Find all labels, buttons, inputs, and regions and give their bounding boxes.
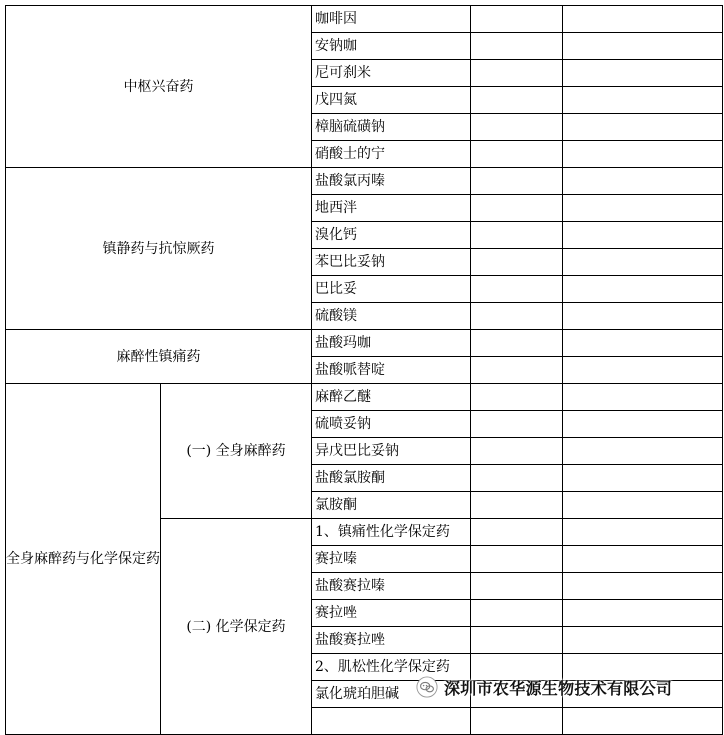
table-row: [6, 6, 723, 33]
empty-cell: [471, 249, 563, 276]
watermark: [416, 674, 716, 700]
drug-table: [5, 5, 723, 735]
empty-cell: [563, 330, 723, 357]
empty-cell: [312, 708, 471, 735]
drug-name-cell: 硝酸士的宁: [312, 141, 471, 168]
empty-cell: [471, 195, 563, 222]
table-row: [6, 168, 723, 195]
drug-name-cell: 赛拉嗪: [312, 546, 471, 573]
category-cell: 中枢兴奋药: [6, 6, 312, 168]
drug-name-cell: 咖啡因: [312, 6, 471, 33]
empty-cell: [471, 222, 563, 249]
empty-cell: [563, 519, 723, 546]
empty-cell: [471, 600, 563, 627]
empty-cell: [471, 6, 563, 33]
drug-name-cell: 尼可刹米: [312, 60, 471, 87]
empty-cell: [471, 492, 563, 519]
empty-cell: [563, 627, 723, 654]
empty-cell: [563, 168, 723, 195]
empty-cell: [563, 141, 723, 168]
drug-name-cell: 2、肌松性化学保定药: [312, 654, 471, 681]
empty-cell: [563, 6, 723, 33]
empty-cell: [471, 303, 563, 330]
empty-cell: [471, 330, 563, 357]
drug-name-cell: 盐酸氯丙嗪: [312, 168, 471, 195]
empty-cell: [471, 60, 563, 87]
wechat-logo-icon: [416, 676, 438, 698]
empty-cell: [563, 60, 723, 87]
category-cell: 全身麻醉药与化学保定药: [6, 384, 161, 735]
drug-name-cell: 1、镇痛性化学保定药: [312, 519, 471, 546]
empty-cell: [563, 249, 723, 276]
empty-cell: [563, 384, 723, 411]
empty-cell: [563, 87, 723, 114]
drug-name-cell: 盐酸赛拉唑: [312, 627, 471, 654]
category-cell: 麻醉性镇痛药: [6, 330, 312, 384]
table-row: [6, 330, 723, 357]
empty-cell: [563, 357, 723, 384]
empty-cell: [563, 600, 723, 627]
empty-cell: [563, 708, 723, 735]
empty-cell: [471, 465, 563, 492]
empty-cell: [471, 519, 563, 546]
drug-name-cell: 盐酸氯胺酮: [312, 465, 471, 492]
empty-cell: [563, 438, 723, 465]
empty-cell: [563, 492, 723, 519]
drug-name-cell: 盐酸玛咖: [312, 330, 471, 357]
drug-name-cell: 戊四氮: [312, 87, 471, 114]
drug-name-cell: 赛拉唑: [312, 600, 471, 627]
empty-cell: [471, 141, 563, 168]
drug-name-cell: 麻醉乙醚: [312, 384, 471, 411]
empty-cell: [563, 465, 723, 492]
subcategory-cell: (一) 全身麻醉药: [161, 384, 312, 519]
table-row: [6, 384, 723, 411]
empty-cell: [471, 438, 563, 465]
drug-name-cell: 盐酸赛拉嗪: [312, 573, 471, 600]
empty-cell: [563, 546, 723, 573]
empty-cell: [471, 33, 563, 60]
subcategory-cell: (二) 化学保定药: [161, 519, 312, 735]
drug-name-cell: 氯胺酮: [312, 492, 471, 519]
drug-name-cell: 氯化琥珀胆碱: [312, 681, 471, 708]
empty-cell: [471, 546, 563, 573]
category-cell: 镇静药与抗惊厥药: [6, 168, 312, 330]
drug-name-cell: 硫喷妥钠: [312, 411, 471, 438]
empty-cell: [563, 222, 723, 249]
drug-name-cell: 安钠咖: [312, 33, 471, 60]
drug-name-cell: 苯巴比妥钠: [312, 249, 471, 276]
drug-name-cell: 盐酸哌替啶: [312, 357, 471, 384]
empty-cell: [563, 276, 723, 303]
empty-cell: [563, 33, 723, 60]
empty-cell: [471, 384, 563, 411]
empty-cell: [563, 303, 723, 330]
empty-cell: [471, 411, 563, 438]
empty-cell: [563, 411, 723, 438]
empty-cell: [471, 708, 563, 735]
empty-cell: [563, 573, 723, 600]
empty-cell: [471, 357, 563, 384]
empty-cell: [471, 87, 563, 114]
empty-cell: [471, 114, 563, 141]
empty-cell: [471, 573, 563, 600]
empty-cell: [563, 195, 723, 222]
empty-cell: [563, 114, 723, 141]
empty-cell: [471, 627, 563, 654]
watermark-text: 深圳市农华源生物技术有限公司: [444, 678, 673, 698]
drug-name-cell: 异戊巴比妥钠: [312, 438, 471, 465]
drug-name-cell: 樟脑硫磺钠: [312, 114, 471, 141]
drug-name-cell: 巴比妥: [312, 276, 471, 303]
drug-name-cell: 溴化钙: [312, 222, 471, 249]
empty-cell: [471, 276, 563, 303]
drug-name-cell: 硫酸镁: [312, 303, 471, 330]
empty-cell: [471, 168, 563, 195]
drug-name-cell: 地西泮: [312, 195, 471, 222]
